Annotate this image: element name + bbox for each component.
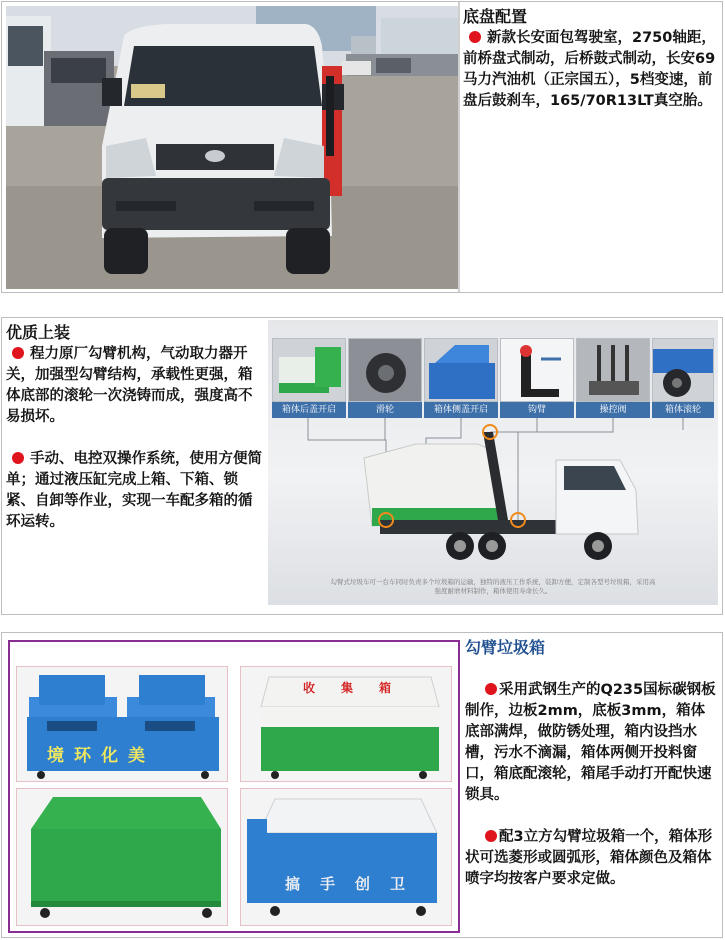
truck-front-illustration xyxy=(6,6,458,289)
chassis-text xyxy=(463,6,719,112)
hook-arm-diagram xyxy=(268,320,718,605)
bin-photo-2 xyxy=(240,666,452,782)
garbage-box-photo-grid xyxy=(8,640,460,933)
label-pulley: 滑轮 xyxy=(348,402,422,418)
bullet-dot-icon xyxy=(12,452,24,464)
bullet-dot-icon xyxy=(12,347,24,359)
garbage-box-paragraph-1: 采用武钢生产的Q235国标碳钢板制作，边板2mm，底板3mm，箱体底部满焊，做防锈处理，箱内设挡水槽，污水不滴漏，箱体两侧开投料窗口，箱底配滚轮，箱尾手动打开配快速锁具。 xyxy=(465,682,716,803)
body-equipment-heading: 优质上装 xyxy=(6,323,71,342)
diagram-caption: 勾臂式垃圾车可一台车同时负责多个垃圾箱的运输，独特的液压工作系统，装卸方便，定制各型号垃圾箱，采用高强度耐磨材料制作，箱体使用寿命长久。 xyxy=(330,578,656,595)
truck-side-illustration xyxy=(268,320,718,580)
green-plain-bin-illustration xyxy=(17,789,228,926)
garbage-box-heading: 勾臂垃圾箱 xyxy=(465,638,546,657)
body-equipment-paragraph-1: 程力原厂勾臂机构，气动取力器开关，加强型勾臂结构，承载性更强，箱体底部的滚轮一次浇铸而成，强度高不易损坏。 xyxy=(6,346,253,425)
chassis-paragraph: 新款长安面包驾驶室，2750轴距，前桥盘式制动，后桥鼓式制动，长安69马力汽油机（正宗国五），5档变速，前盘后鼓刹车，165/70R13LT真空胎。 xyxy=(463,30,716,109)
section1-divider xyxy=(458,2,460,292)
blue-white-bin-illustration xyxy=(241,789,452,926)
chassis-section xyxy=(1,1,723,293)
chassis-heading: 底盘配置 xyxy=(463,7,528,26)
label-box-roller: 箱体滚轮 xyxy=(652,402,714,418)
bullet-dot-icon xyxy=(485,830,497,842)
bin-photo-1 xyxy=(16,666,228,782)
label-control-valve: 操控阀 xyxy=(576,402,650,418)
bullet-dot-icon xyxy=(469,31,481,43)
body-equipment-paragraph-2: 手动、电控双操作系统，使用方便简单；通过液压缸完成上箱、下箱、锁紧、自卸等作业，实现一车配多箱的循环运转。 xyxy=(6,451,262,530)
bin-2-lettering: 收集箱 xyxy=(303,681,418,695)
bin-4-lettering: 搞手创卫 xyxy=(285,875,426,893)
garbage-box-paragraph-2: 配3立方勾臂垃圾箱一个，箱体形状可选菱形或圆弧形，箱体颜色及箱体喷字均按客户要求定做。 xyxy=(465,829,713,887)
label-side-cover: 箱体侧盖开启 xyxy=(424,402,498,418)
bullet-dot-icon xyxy=(485,683,497,695)
label-rear-cover: 箱体后盖开启 xyxy=(272,402,346,418)
truck-front-photo xyxy=(6,6,458,289)
garbage-box-text xyxy=(465,637,719,890)
bin-photo-4 xyxy=(240,788,452,926)
label-hook-arm: 钩臂 xyxy=(500,402,574,418)
body-equipment-text xyxy=(6,322,264,533)
bin-photo-3 xyxy=(16,788,228,926)
bin-1-lettering: 境环化美 xyxy=(47,746,155,766)
